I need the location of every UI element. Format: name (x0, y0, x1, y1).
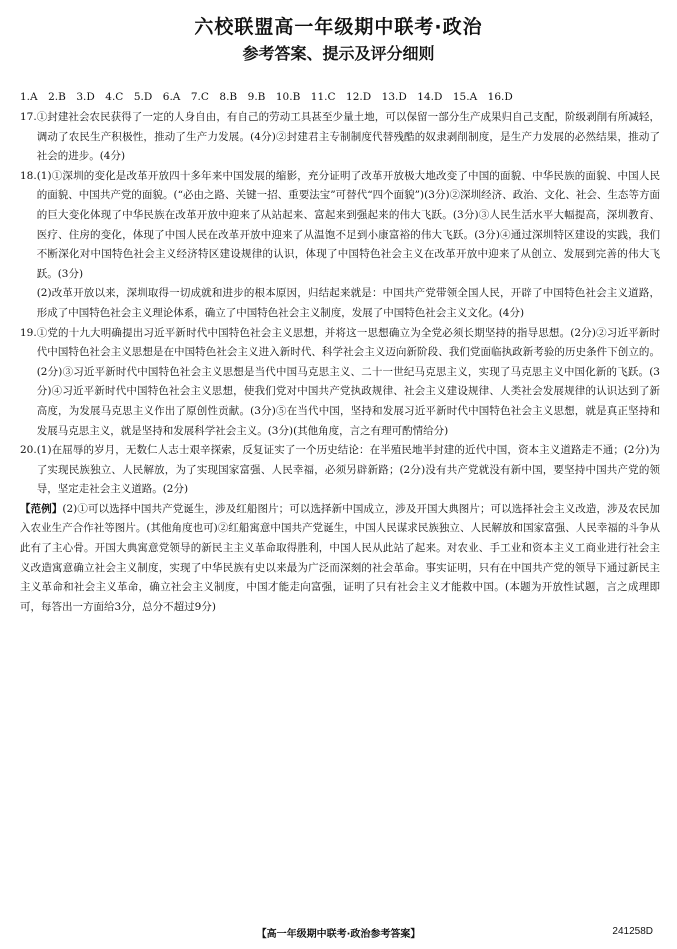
question-18-part1: (1)①深圳的变化是改革开放四十多年来中国发展的缩影，充分证明了改革开放极大地改变了中国的面貌、中华民族的面貌、中国人民的面貌、中国共产党的面貌。(“必由之路、关键一招、重要法宝”可替代“四个面貌”)(3分)②深圳经济、政治、文化、社会、生态等方面的巨大变化体现了中华民族在改革开放中迎来了从站起来、富起来到强起来的伟大飞跃。(3分)③人民生活水平大幅提高，深圳教育、医疗、住房的变化，体现了中国人民在改革开放中迎来了从温饱不足到小康富裕的伟大飞跃。(3分)④通过深圳特区建设的实践，我们不断深化对中国特色社会主义经济特区建设规律的认识，体现了中国特色社会主义在改革开放中迎来了从创立、发展到完善的伟大飞跃。(3分) (36, 169, 660, 280)
question-20-example (20, 500, 660, 618)
question-number: 20. (20, 444, 37, 457)
question-20 (20, 441, 660, 500)
page-footer: 【高一年级期中联考·政治参考答案】 (256, 929, 421, 940)
question-19-answer: ①党的十九大明确提出习近平新时代中国特色社会主义思想，并将这一思想确立为全党必须长期坚持的指导思想。(2分)②习近平新时代中国特色社会主义思想是在中国特色社会主义进入新时代、科学社会主义迈向新阶段、我们党面临执政新考验的历史条件下创立的。(2分)③习近平新时代中国特色社会主义思想是当代中国马克思主义、二十一世纪马克思主义，实现了马克思主义中国化新的飞跃。(3分)④习近平新时代中国特色社会主义思想，使我们党对中国共产党执政规律、社会主义建设规律、人类社会发展规律的认识达到了新高度，为发展马克思主义作出了原创性贡献。(3分)⑤在当代中国，坚持和发展习近平新时代中国特色社会主义思想，就是真正坚持和发展马克思主义，就是坚持和发展科学社会主义。(3分)(其他角度，言之有理可酌情给分) (36, 326, 660, 437)
question-17-answer: ①封建社会农民获得了一定的人身自由，有自己的劳动工具甚至少量土地，可以保留一部分生产成果归自己支配，阶级剥削有所减轻，调动了农民生产积极性，推动了生产力发展。(4分)②封建君主专制制度代替残酷的奴隶剥削制度，是生产力发展的必然结果，推动了社会的进步。(4分) (36, 111, 660, 163)
page-subtitle: 参考答案、提示及评分细则 (242, 44, 435, 63)
question-number: 17. (20, 111, 37, 123)
question-number: 18. (20, 169, 37, 182)
question-18-part2: (2)改革开放以来，深圳取得一切成就和进步的根本原因，归结起来就是：中国共产党带领全国人民，开辟了中国特色社会主义道路，形成了中国特色社会主义理论体系，确立了中国特色社会主义制度，发展了中国特色社会主义文化。(4分) (36, 287, 660, 319)
answer-content (20, 108, 660, 617)
question-20-example-text: (2)①可以选择中国共产党诞生，涉及红船图片；可以选择新中国成立，涉及开国大典图片；可以选择社会主义改造，涉及农民加入农业生产合作社等图片。(其他角度也可)②红船寓意中国共产党诞生，中国人民谋求民族独立、人民解放和国家富强、人民幸福的斗争从此有了主心骨。开国大典寓意党领导的新民主主义革命取得胜利，中国人民从此站了起来。对农业、手工业和资本主义工商业进行社会主义改造寓意确立社会主义制度，实现了中华民族有史以来最为广泛而深刻的社会革命。事实证明，只有在中国共产党的领导下通过新民主主义革命和社会主义革命，确立社会主义制度，中国才能走向富强，证明了只有社会主义才能救中国。(本题为开放性试题，言之成理即可，每答出一方面给3分，总分不超过9分) (20, 502, 661, 613)
question-20-part1: (1)在屈辱的岁月，无数仁人志士艰辛探索，反复证实了一个历史结论：在半殖民地半封建的近代中国，资本主义道路走不通；(2分)为了实现民族独立、人民解放，为了实现国家富强、人民幸福，必须另辟新路；(2分)没有共产党就没有新中国，要坚持中国共产党的领导，坚定走社会主义道路。(2分) (36, 444, 660, 496)
example-tag: 【范例】 (20, 502, 63, 515)
question-18 (20, 167, 660, 324)
page-title: 六校联盟高一年级期中联考·政治 (194, 16, 483, 38)
document-code: 241258D (612, 926, 653, 937)
choice-answers: 1.A 2.B 3.D 4.C 5.D 6.A 7.C 8.B 9.B 10.B 11.C 12.D 13.D 14.D 15.A 16.D (20, 91, 513, 103)
question-number: 19. (20, 326, 37, 339)
question-17 (20, 108, 660, 167)
question-19 (20, 324, 660, 442)
